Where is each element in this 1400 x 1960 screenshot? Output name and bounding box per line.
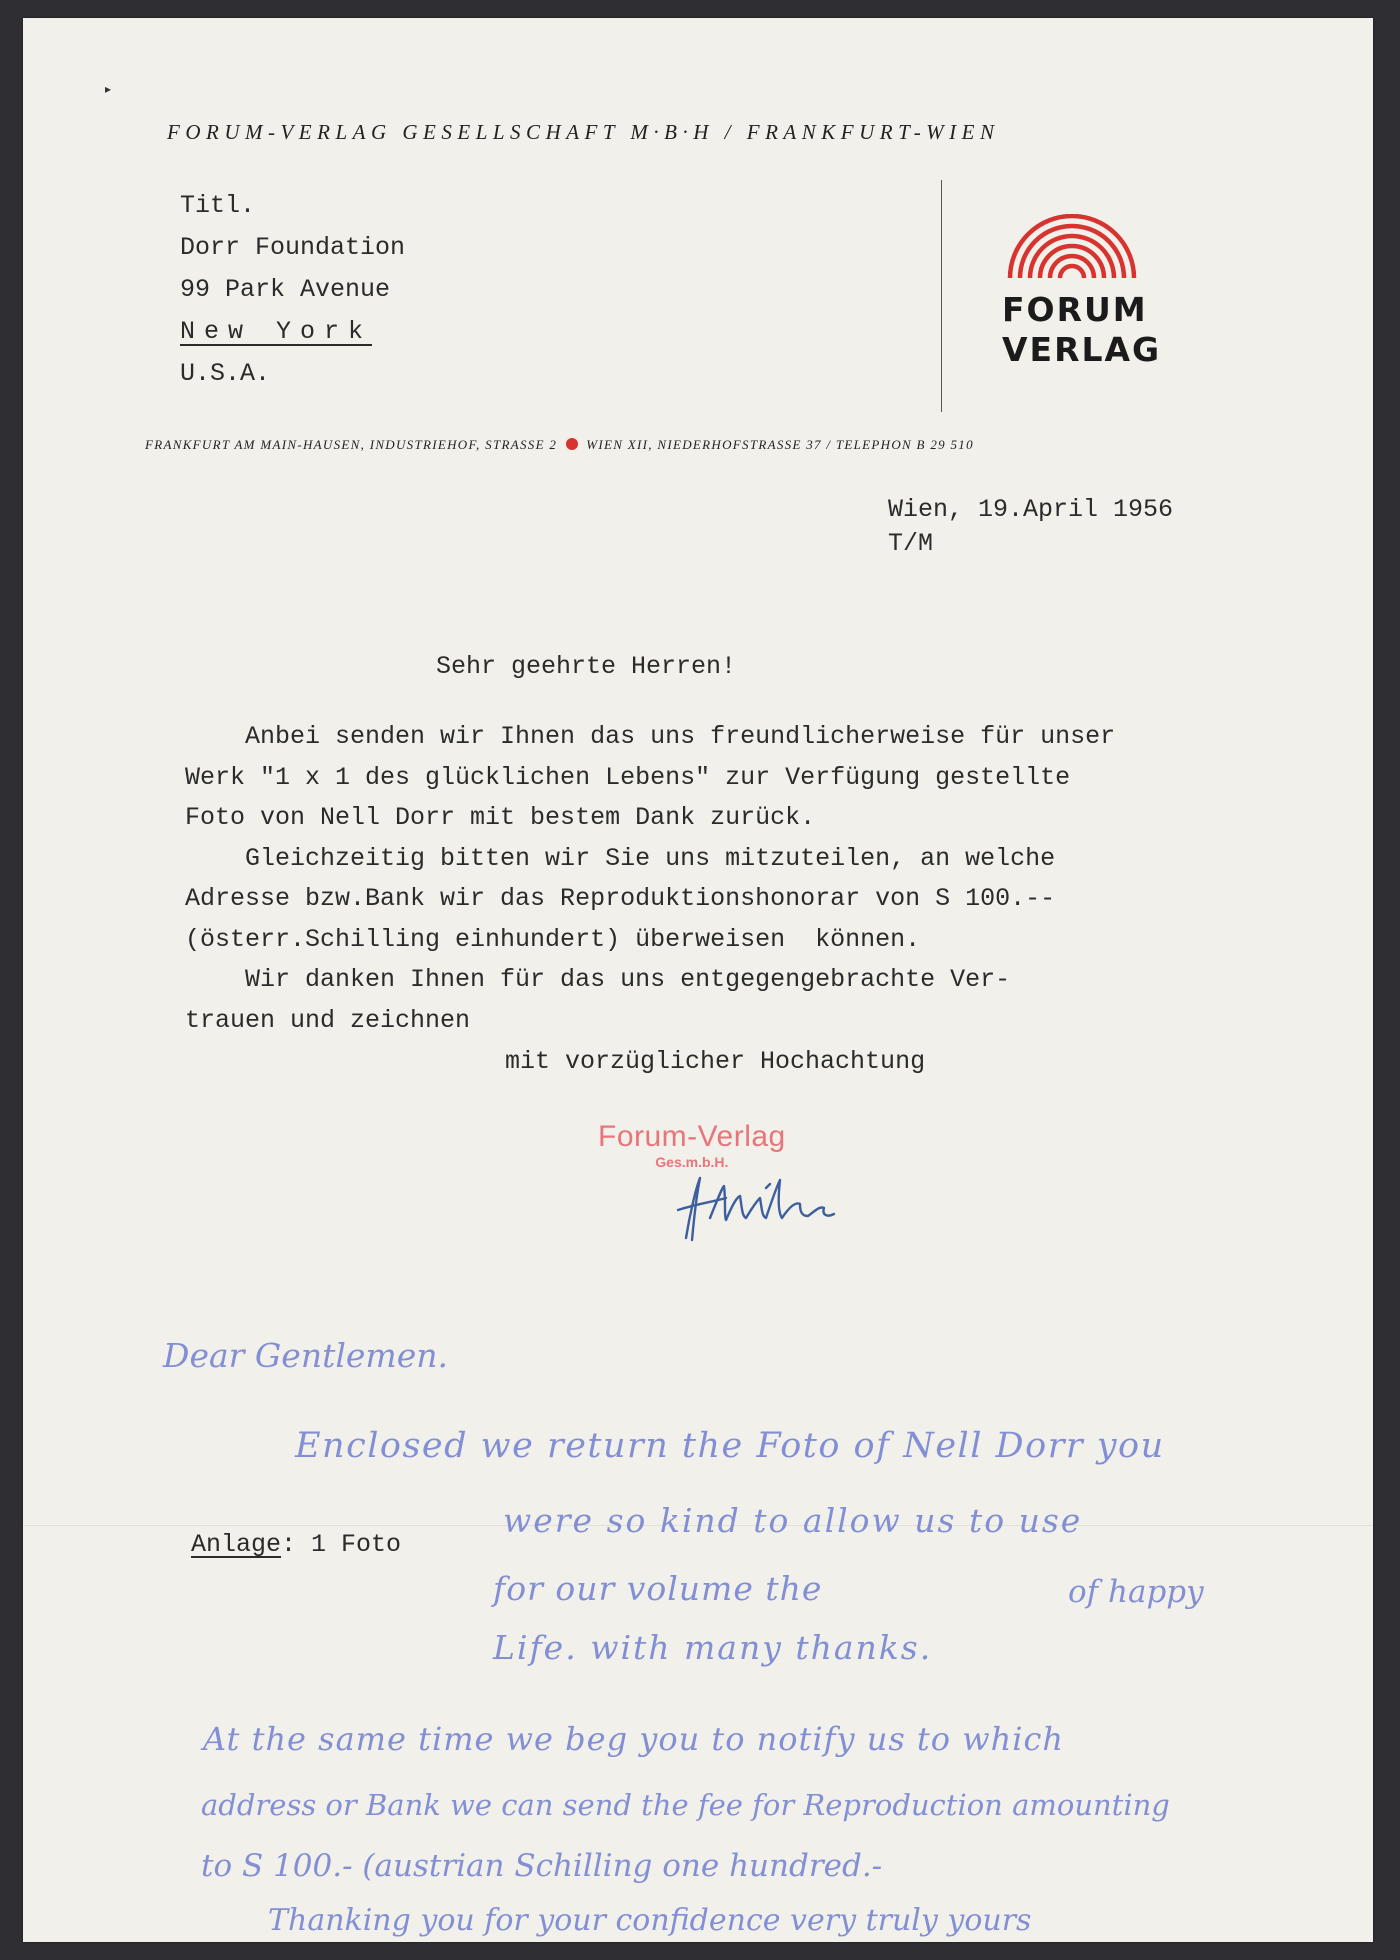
forum-verlag-logo: [1002, 214, 1162, 370]
dateline: [888, 493, 1173, 561]
enclosure-label: Anlage: [191, 1530, 282, 1559]
letterhead-divider: [941, 180, 942, 412]
stamp-company-form: Ges.m.b.H.: [655, 1154, 729, 1170]
address-wien: WIEN XII, NIEDERHOFSTRASSE 37 / TELEPHON B 29 510: [586, 437, 974, 452]
recipient-line-name: Dorr Foundation: [180, 233, 406, 262]
handwritten-translation-line-4a: for our volume the: [493, 1569, 823, 1608]
recipient-line-street: 99 Park Avenue: [180, 275, 391, 304]
recipient-address: [180, 185, 405, 395]
closing-phrase: mit vorzüglicher Hochachtung: [505, 1047, 926, 1076]
enclosure-note: [191, 1530, 401, 1559]
red-dot-separator: [566, 438, 578, 450]
letter-body: Anbei senden wir Ihnen das uns freundlicherweise für unser Werk "1 x 1 des glücklichen Lebens" zur Verfügung gestellte Foto von Nell Dorr mit bestem Dank zurück. Gleichzeitig bitten wir Sie uns mitzuteilen, an welche Adresse bzw.Bank wir das Reproduktionshonorar von S 100.-- (österr.Schilling einhundert) überweisen können. Wir danken Ihnen für das uns entgegengebrachte Ver- trauen und zeichnen: [185, 722, 1116, 1035]
recipient-line-country: U.S.A.: [180, 359, 271, 388]
handwritten-translation-line-7: address or Bank we can send the fee for Reproduction amounting: [201, 1788, 1170, 1822]
letterhead-company-line: FORUM-VERLAG GESELLSCHAFT M·B·H / FRANKFURT-WIEN: [167, 120, 1000, 144]
handwritten-translation-line-6: At the same time we beg you to notify us to which: [203, 1720, 1064, 1758]
handwritten-translation-line-1: Dear Gentlemen.: [163, 1336, 448, 1375]
salutation: Sehr geehrte Herren!: [436, 652, 737, 681]
address-frankfurt: FRANKFURT AM MAIN-HAUSEN, INDUSTRIEHOF, STRASSE 2: [145, 437, 558, 452]
rainbow-arc-icon: [1006, 214, 1138, 280]
logo-word-forum: FORUM: [1002, 290, 1148, 329]
letterhead-address-line: [145, 437, 974, 453]
handwritten-translation-line-2: Enclosed we return the Foto of Nell Dorr you: [295, 1426, 1165, 1466]
letter-page: [23, 18, 1373, 1942]
handwritten-translation-line-9: Thanking you for your confidence very truly yours: [268, 1903, 1032, 1938]
handwritten-translation-line-3: were so kind to allow us to use: [503, 1501, 1083, 1540]
stamp-company-name: Forum-Verlag: [598, 1120, 786, 1153]
handwritten-signature: [666, 1158, 886, 1248]
handwritten-translation-line-5: Life. with many thanks.: [493, 1628, 933, 1667]
recipient-line-title: Titl.: [180, 191, 256, 220]
enclosure-value: : 1 Foto: [281, 1530, 402, 1559]
handwritten-translation-line-8: to S 100.- (austrian Schilling one hundred.-: [201, 1848, 883, 1884]
punch-mark: ▸: [105, 82, 112, 96]
recipient-line-city: New York: [180, 317, 373, 346]
logo-word-verlag: VERLAG: [1002, 330, 1162, 369]
place-date: Wien, 19.April 1956: [888, 495, 1174, 524]
handwritten-translation-line-4b: of happy: [1068, 1574, 1204, 1610]
reference-initials: T/M: [888, 529, 934, 558]
